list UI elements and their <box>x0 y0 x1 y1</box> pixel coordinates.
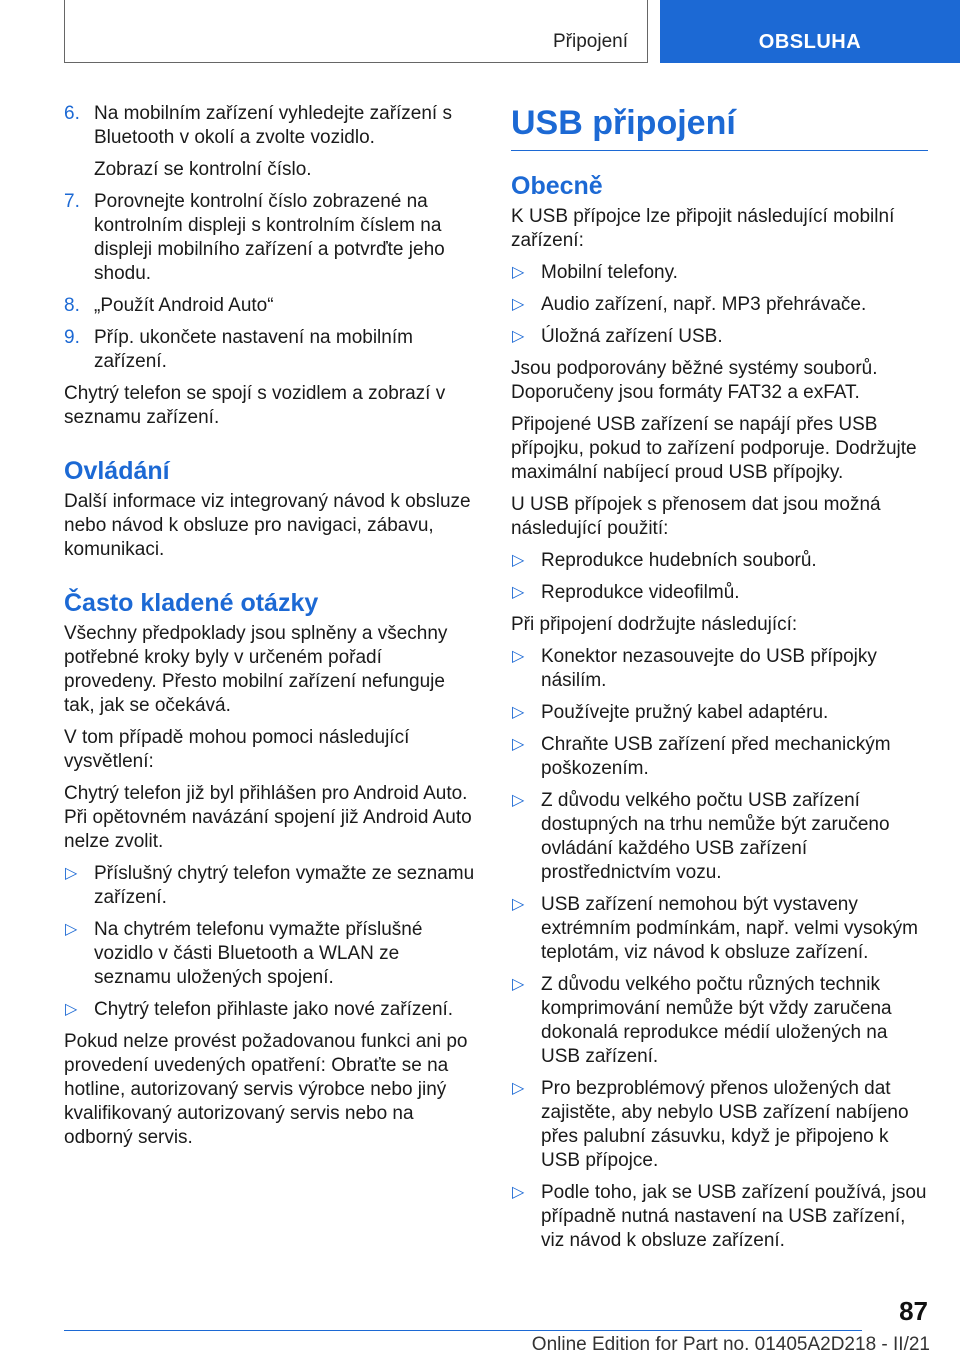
list-item <box>511 789 928 885</box>
list-item-text: Chytrý telefon přihlaste jako nové zařízení. <box>94 999 454 1020</box>
list-item <box>511 893 928 965</box>
list-item <box>511 1181 928 1253</box>
step-text: Na mobilním zařízení vyhledejte zařízení s Bluetooth v okolí a zvolte vozidlo. <box>94 103 452 148</box>
list-item-text: Používejte pružný kabel adaptéru. <box>541 702 829 723</box>
paragraph: V tom případě mohou pomoci následující vysvětlení: <box>64 727 410 772</box>
triangle-right-icon: ▷ <box>512 896 525 913</box>
step-item <box>64 190 476 286</box>
triangle-right-icon: ▷ <box>512 328 525 345</box>
list-item <box>64 918 476 990</box>
list-item <box>511 973 928 1069</box>
list-item-text: Audio zařízení, např. MP3 přehrávače. <box>541 294 867 315</box>
step-number: 7. <box>64 191 80 212</box>
footer-divider <box>64 1330 862 1331</box>
list-item <box>511 293 928 317</box>
list-item <box>64 862 476 910</box>
list-item <box>511 261 928 285</box>
heading-ovladani: Ovládání <box>64 457 170 485</box>
list-item <box>511 701 928 725</box>
triangle-right-icon: ▷ <box>512 296 525 313</box>
list-item-text: Reprodukce videofilmů. <box>541 582 740 603</box>
paragraph: Chytrý telefon se spojí s vozidlem a zobrazí v seznamu zařízení. <box>64 383 446 428</box>
list-item-text: Úložná zařízení USB. <box>541 326 723 347</box>
step-number: 8. <box>64 295 80 316</box>
paragraph: Při připojení dodržujte následující: <box>511 614 798 635</box>
list-item-text: USB zařízení nemohou být vystaveny extrémním podmínkám, např. velmi vysokým teplotám, viz návod k obsluze zařízení. <box>541 894 918 963</box>
list-item <box>511 325 928 349</box>
paragraph: Všechny předpoklady jsou splněny a všechny potřebné kroky byly v určeném pořadí provedeny. Přesto mobilní zařízení nefunguje tak, jak se očekává. <box>64 623 448 716</box>
triangle-right-icon: ▷ <box>65 921 78 938</box>
list-item-text: Příslušný chytrý telefon vymažte ze seznamu zařízení. <box>94 863 475 908</box>
chapter-tab[interactable]: OBSLUHA <box>660 0 960 63</box>
page-title: USB připojení <box>511 102 928 151</box>
paragraph: Jsou podporovány běžné systémy souborů. Doporučeny jsou formáty FAT32 a exFAT. <box>511 358 878 403</box>
heading-obecne: Obecně <box>511 172 603 200</box>
list-item-text: Reprodukce hudebních souborů. <box>541 550 817 571</box>
footer-edition: Online Edition for Part no. 01405A2D218 - II/21 <box>531 1334 930 1355</box>
triangle-right-icon: ▷ <box>512 1080 525 1097</box>
page-number: 87 <box>899 1296 928 1326</box>
list-item-text: Mobilní telefony. <box>541 262 678 283</box>
step-item <box>64 102 476 150</box>
list-item <box>511 549 928 573</box>
list-item-text: Pro bezproblémový přenos uložených dat zajistěte, aby nebylo USB zařízení nabíjeno přes palubní zásuvku, když je připojeno k USB přípojce. <box>541 1078 909 1171</box>
right-column <box>511 102 928 1261</box>
paragraph: K USB přípojce lze připojit následující mobilní zařízení: <box>511 206 895 251</box>
triangle-right-icon: ▷ <box>512 792 525 809</box>
list-item <box>64 998 476 1022</box>
triangle-right-icon: ▷ <box>512 704 525 721</box>
list-item <box>511 733 928 781</box>
list-item-text: Podle toho, jak se USB zařízení používá, jsou případně nutná nastavení na USB zařízení, viz návod k obsluze zařízení. <box>541 1182 927 1251</box>
triangle-right-icon: ▷ <box>512 584 525 601</box>
step-text: Příp. ukončete nastavení na mobilním zařízení. <box>94 327 413 372</box>
paragraph: Chytrý telefon již byl přihlášen pro Android Auto. Při opětovném navázání spojení již Android Auto nelze zvolit. <box>64 783 472 852</box>
triangle-right-icon: ▷ <box>65 1001 78 1018</box>
list-item-text: Z důvodu velkého počtu různých technik komprimování nemůže být vždy zaručena dokonalá reprodukce médií uložených na USB zařízení. <box>541 974 892 1067</box>
list-item <box>511 581 928 605</box>
step-continuation: Zobrazí se kontrolní číslo. <box>94 159 312 180</box>
list-item-text: Chraňte USB zařízení před mechanickým poškozením. <box>541 734 891 779</box>
step-item <box>64 294 476 318</box>
step-item <box>64 326 476 374</box>
list-item <box>511 1077 928 1173</box>
triangle-right-icon: ▷ <box>512 264 525 281</box>
triangle-right-icon: ▷ <box>512 552 525 569</box>
paragraph: Připojené USB zařízení se napájí přes USB přípojku, pokud to zařízení podporuje. Dodržujte maximální nabíjecí proud USB přípojky. <box>511 414 917 483</box>
triangle-right-icon: ▷ <box>65 865 78 882</box>
paragraph: Pokud nelze provést požadovanou funkci ani po provedení uvedených opatření: Obraťte se na hotline, autorizovaný servis výrobce nebo jiný kvalifikovaný autorizovaný servis nebo na odborný servis. <box>64 1031 468 1148</box>
left-column <box>64 102 476 1158</box>
heading-faq: Často kladené otázky <box>64 589 319 617</box>
paragraph: U USB přípojek s přenosem dat jsou možná následující použití: <box>511 494 881 539</box>
list-item-text: Na chytrém telefonu vymažte příslušné vozidlo v části Bluetooth a WLAN ze seznamu uložených spojení. <box>94 919 423 988</box>
list-item <box>511 645 928 693</box>
list-item-text: Z důvodu velkého počtu USB zařízení dostupných na trhu nemůže být zaručeno ovládání každého USB zařízení prostřednictvím vozu. <box>541 790 890 883</box>
step-number: 6. <box>64 103 80 124</box>
triangle-right-icon: ▷ <box>512 1184 525 1201</box>
step-text: „Použít Android Auto“ <box>94 295 274 316</box>
step-number: 9. <box>64 327 80 348</box>
list-item-text: Konektor nezasouvejte do USB přípojky násilím. <box>541 646 877 691</box>
triangle-right-icon: ▷ <box>512 736 525 753</box>
triangle-right-icon: ▷ <box>512 648 525 665</box>
step-text: Porovnejte kontrolní číslo zobrazené na kontrolním displeji s kontrolním číslem na displeji mobilního zařízení a potvrďte jeho shodu. <box>94 191 445 284</box>
paragraph: Další informace viz integrovaný návod k obsluze nebo návod k obsluze pro navigaci, zábavu, komunikaci. <box>64 491 471 560</box>
triangle-right-icon: ▷ <box>512 976 525 993</box>
section-title: Připojení <box>553 31 628 52</box>
